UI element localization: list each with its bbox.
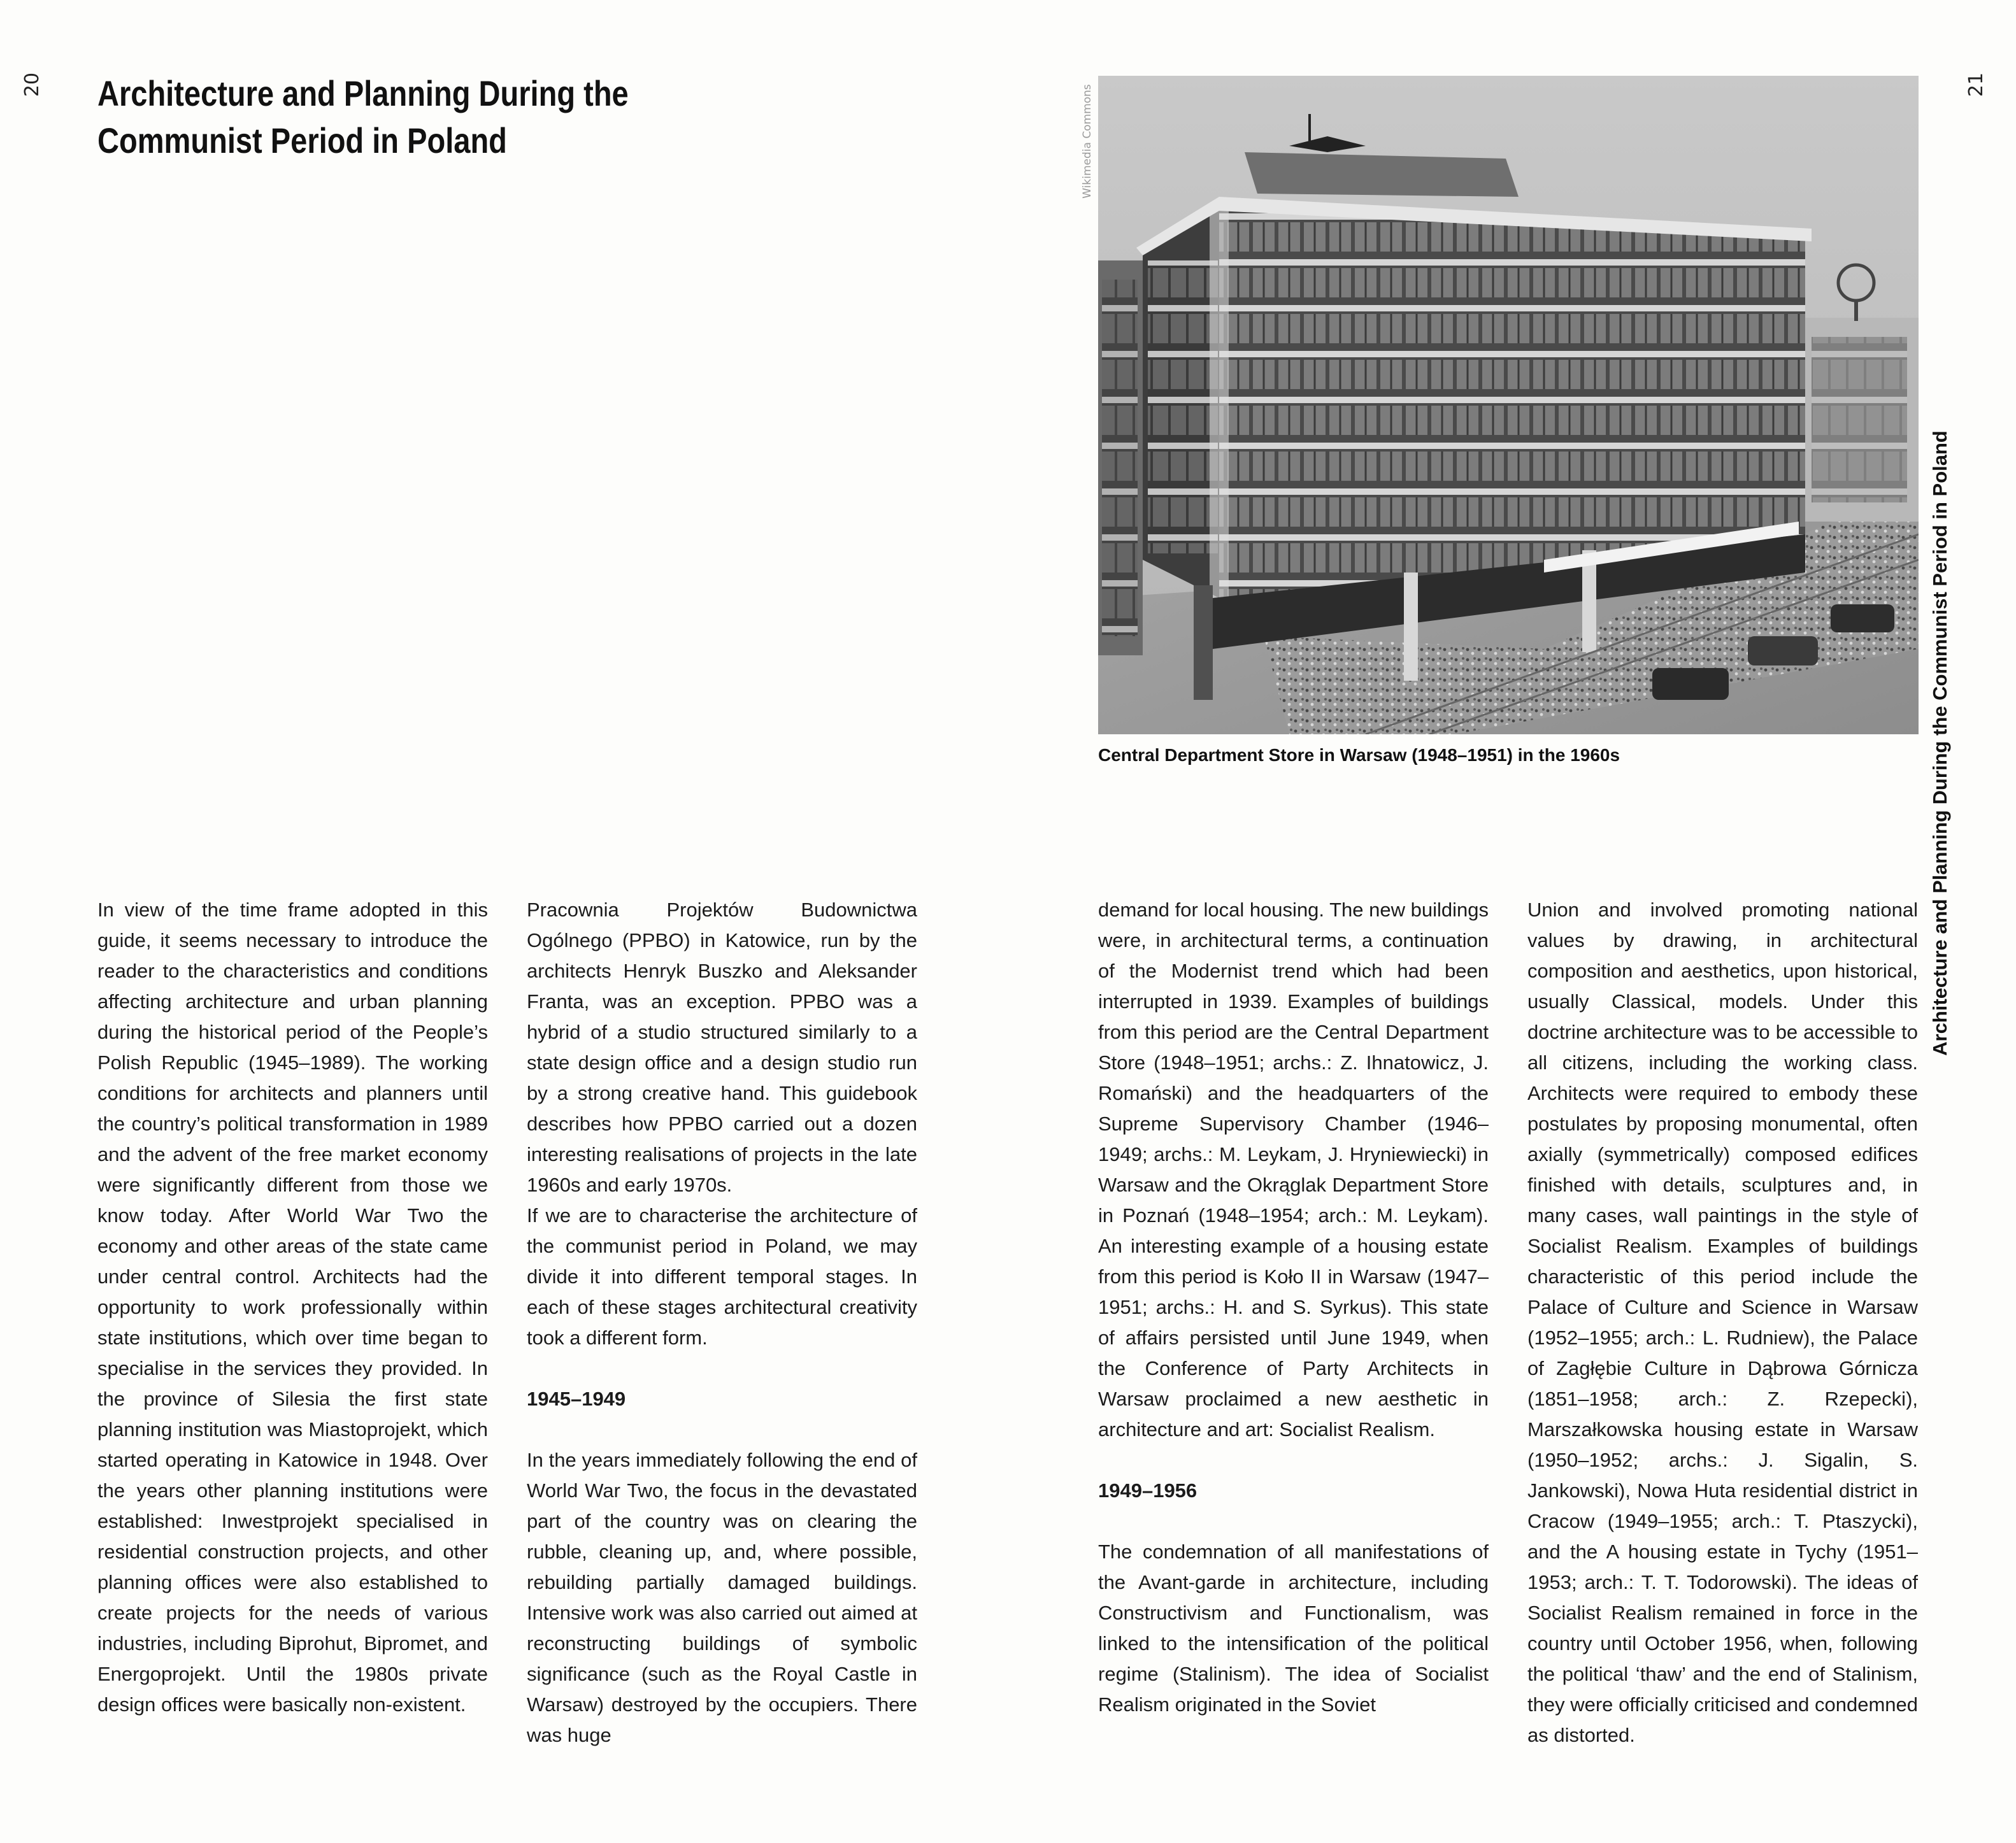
- body-paragraph: The condemnation of all manifestations of the Avant-garde in architecture, including Constructivism and Functionalism, was linked to the intensification of the political regime (Stalinism). The idea of Socialist Realism originated in the Soviet: [1098, 1541, 1489, 1716]
- section-heading-1945: 1945–1949: [527, 1388, 626, 1410]
- page-number-right: 21: [1965, 72, 1988, 97]
- body-paragraph: Union and involved promoting national values by drawing, in architectural composition and aesthetics, upon historical, usually Classical, models. Under this doctrine architecture was to be accessible to all citizens, including the working class. Architects were required to embody these postulates by proposing monumental, often axially (symmetrically) composed edifices finished with details, sculptures and, in many cases, wall paintings in the style of Socialist Realism. Examples of buildings characteristic of this period include the Palace of Culture and Science in Warsaw (1952–1955; arch.: L. Rudniew), the Palace of Zagłębie Culture in Dąbrowa Górnicza (1851–1958; arch.: Z. Rzepecki), Marszałkowska housing estate in Warsaw (1950–1952; archs.: J. Sigalin, S. Jankowski), Nowa Huta residential district in Cracow (1949–1955; arch.: T. Ptaszycki), and the A housing estate in Tychy (1951–1953; arch.: T. T. Todorowski). The ideas of Socialist Realism remained in force in the country until October 1956, when, following the political ‘thaw’ and the end of Stalinism, they were officially criticised and condemned as distorted.: [1527, 899, 1918, 1746]
- section-heading-1949: 1949–1956: [1098, 1479, 1197, 1502]
- body-column-2: [527, 895, 917, 1751]
- running-head: Architecture and Planning During the Communist Period in Poland: [1929, 431, 1951, 1056]
- photo-caption: Central Department Store in Warsaw (1948–1951) in the 1960s: [1098, 745, 1620, 765]
- body-paragraph: demand for local housing. The new buildings were, in architectural terms, a continuation of the Modernist trend which had been interrupted in 1939. Examples of buildings from this period are the Central Department Store (1948–1951; archs.: Z. Ihnatowicz, J. Romański) and the headquarters of the Supreme Supervisory Chamber (1946–1949; archs.: M. Leykam, J. Hryniewiecki) in Warsaw and the Okrąglak Department Store in Poznań (1948–1954; arch.: M. Leykam). An interesting example of a housing estate from this period is Koło II in Warsaw (1947–1951; archs.: H. and S. Syrkus). This state of affairs persisted until June 1949, when the Conference of Party Architects in Warsaw proclaimed a new aesthetic in architecture and art: Socialist Realism.: [1098, 899, 1489, 1441]
- department-store-photo: [1098, 76, 1919, 734]
- body-paragraph: In the years immediately following the end of World War Two, the focus in the devastated part of the country was on clearing the rubble, cleaning up, and, where possible, rebuilding partially damaged buildings. Intensive work was also carried out aimed at reconstructing buildings of symbolic significance (such as the Royal Castle in Warsaw) destroyed by the occupiers. There was huge: [527, 1449, 917, 1746]
- body-column-1: [97, 895, 488, 1720]
- body-paragraph: Pracownia Projektów Budownictwa Ogólnego (PPBO) in Katowice, run by the architects Henryk Buszko and Aleksander Franta, was an exception. PPBO was a hybrid of a studio structured similarly to a state design office and a design studio run by a strong creative hand. This guidebook describes how PPBO carried out a dozen interesting realisations of projects in the late 1960s and early 1970s.: [527, 899, 917, 1196]
- body-column-3: [1098, 895, 1489, 1720]
- body-paragraph: In view of the time frame adopted in this guide, it seems necessary to introduce the reader to the characteristics and conditions affecting architecture and urban planning during the historical period of the People’s Polish Republic (1945–1989). The working conditions for architects and planners until the country’s political transformation in 1989 and the advent of the free market economy were significantly different from those we know today. After World War Two the economy and other areas of the state came under central control. Architects had the opportunity to work professionally within state institutions, which over time began to specialise in the services they provided. In the province of Silesia the first state planning institution was Miastoprojekt, which started operating in Katowice in 1948. Over the years other planning institutions were established: Inwestprojekt specialised in residential construction projects, and other planning offices were also established to create projects for the needs of various industries, including Biprohut, Bipromet, and Energoprojekt. Until the 1980s private design offices were basically non-existent.: [97, 899, 488, 1716]
- body-paragraph: If we are to characterise the architecture of the communist period in Poland, we may divide it into different temporal stages. In each of these stages architectural creativity took a different form.: [527, 1204, 917, 1349]
- body-column-4: [1527, 895, 1918, 1751]
- chapter-title: Architecture and Planning During the Communist Period in Poland: [97, 73, 629, 160]
- page-number-left: 20: [21, 72, 44, 97]
- photo-credit: Wikimedia Commons: [1081, 84, 1094, 199]
